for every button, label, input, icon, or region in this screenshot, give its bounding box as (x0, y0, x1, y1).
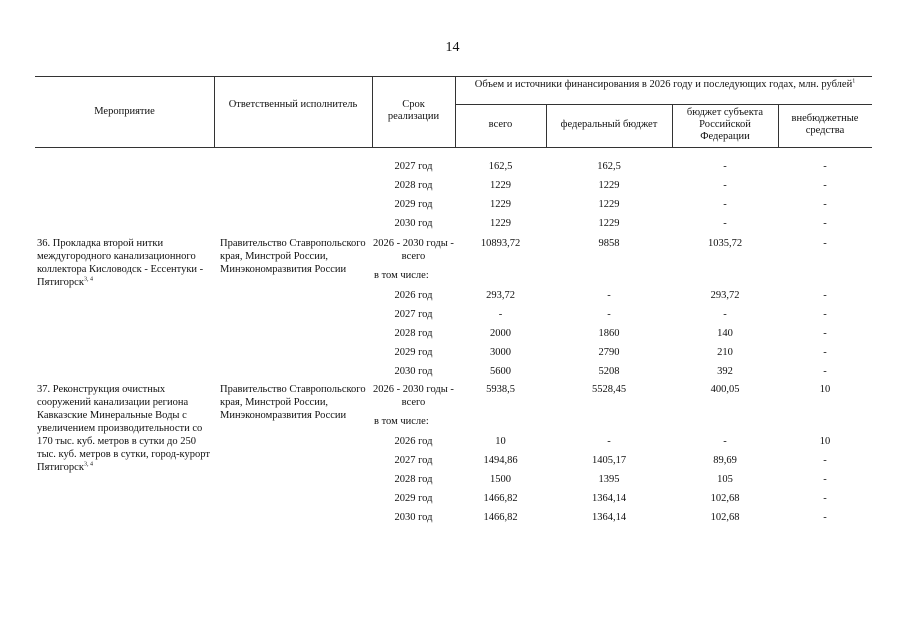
measure-responsible: Правительство Ставропольского края, Минстрой России, Минэкономразвития России (220, 238, 366, 275)
header-divider (778, 104, 779, 147)
header-top-rule (35, 76, 872, 77)
header-divider (672, 104, 673, 147)
header-term: Срок реализации (387, 99, 440, 122)
header-divider (372, 76, 373, 147)
header-bottom-rule (35, 147, 872, 148)
measure-total-term: 2026 - 2030 годы - всего (373, 238, 454, 262)
measure-responsible: Правительство Ставропольского края, Минстрой России, Минэкономразвития России (220, 384, 366, 421)
measure-title: 37. Реконструкция очистных сооружений канализации региона Кавказские Минеральные Воды с увеличением производительности со 170 тыс. куб. метров в сутки до 250 тыс. куб. метров в сутки, город-курорт Пятигорск$^{3, 4}$ (37, 384, 210, 473)
header-sub-rule (455, 104, 872, 105)
header-responsible: Ответственный исполнитель (228, 99, 358, 110)
including-label: в том числе: (374, 270, 429, 281)
header-divider (455, 76, 456, 147)
header-total: всего (488, 119, 513, 130)
header-extra: внебюджетные средства (791, 113, 859, 136)
header-funding: Объем и источники финансирования в 2026 году и последующих годах, млн. рублей$^1$ (474, 78, 856, 90)
header-divider (214, 76, 215, 147)
measure-title: 36. Прокладка второй нитки междугородного канализационного коллектора Кисловодск - Ессентуки - Пятигорск$^{3, 4}$ (37, 238, 204, 288)
header-regional: бюджет субъекта Российской Федерации (686, 107, 764, 142)
measure-total-term: 2026 - 2030 годы - всего (373, 384, 454, 408)
header-federal: федеральный бюджет (560, 119, 658, 130)
header-measure: Мероприятие (94, 106, 155, 117)
page-number: 14 (445, 40, 460, 55)
including-label: в том числе: (374, 416, 429, 427)
